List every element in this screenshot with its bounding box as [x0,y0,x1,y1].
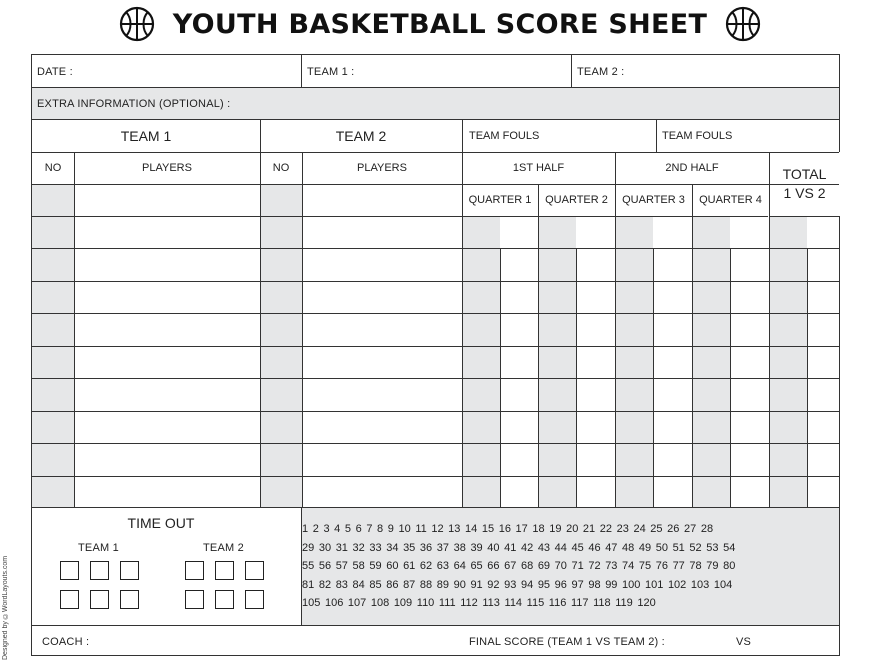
score-number[interactable]: 6 [355,523,362,535]
team1-heading: TEAM 1 [120,128,172,144]
score-number[interactable]: 83 [335,578,348,591]
coach-field[interactable]: COACH : [42,636,90,648]
score-number[interactable]: 10 [398,523,411,535]
score-number[interactable]: 108 [370,597,390,609]
score-number[interactable]: 109 [393,597,413,609]
score-number[interactable]: 57 [335,560,348,572]
score-number[interactable]: 58 [352,560,365,572]
score-number[interactable]: 105 [302,597,321,609]
score-number[interactable]: 33 [369,541,382,554]
score-number[interactable]: 14 [465,523,478,535]
score-number[interactable]: 84 [352,578,365,591]
score-number[interactable]: 102 [667,578,687,591]
first-half-label: 1ST HALF [512,162,565,174]
score-number[interactable]: 61 [403,560,416,572]
final-score-vs: VS [736,636,752,648]
score-number[interactable]: 34 [386,541,399,554]
timeout-section [32,507,839,625]
players-grid [32,120,839,508]
score-number[interactable]: 30 [318,541,332,554]
score-number[interactable]: 37 [436,541,449,554]
score-number[interactable]: 47 [605,541,618,554]
footer-row [32,625,839,657]
score-sheet [31,54,840,656]
score-number[interactable]: 2 [312,523,319,535]
score-number[interactable]: 62 [419,560,433,572]
date-field[interactable]: DATE : [37,66,73,78]
second-half-label: 2ND HALF [665,162,719,174]
score-number[interactable]: 76 [655,560,668,572]
score-number[interactable]: 46 [588,541,601,554]
score-number[interactable]: 59 [369,560,382,572]
timeout-checkbox[interactable] [60,590,79,609]
timeout-checkbox[interactable] [120,561,139,580]
timeout-checkbox[interactable] [245,590,264,609]
score-number[interactable]: 45 [571,541,584,554]
score-number[interactable]: 21 [582,523,596,535]
score-number[interactable]: 38 [453,541,466,554]
score-number[interactable]: 3 [323,523,330,535]
score-number[interactable]: 28 [700,523,714,535]
score-number[interactable]: 73 [605,560,618,572]
score-number-line [302,520,822,539]
score-number[interactable]: 103 [690,578,710,591]
score-number[interactable]: 7 [366,523,373,535]
timeout-heading: TIME OUT [127,515,195,531]
score-number[interactable]: 75 [638,560,652,572]
score-number[interactable]: 12 [431,523,444,535]
basketball-icon [725,6,761,42]
score-number[interactable]: 115 [526,597,545,609]
score-number[interactable]: 23 [616,523,629,535]
quarter3-label: QUARTER 3 [615,184,692,216]
credit-text: Designed by ©WordLayouts.com [2,555,9,660]
score-number[interactable]: 11 [415,523,427,535]
score-number[interactable]: 41 [504,541,517,554]
timeout-checkbox[interactable] [185,590,204,609]
score-number[interactable]: 114 [504,597,523,609]
score-number[interactable]: 18 [532,523,545,535]
score-number[interactable]: 81 [302,578,315,591]
quarter2-label: QUARTER 2 [538,184,615,216]
score-number[interactable]: 117 [570,597,589,609]
score-number[interactable]: 32 [352,541,365,554]
score-number[interactable]: 22 [599,523,613,535]
score-number[interactable]: 96 [554,578,567,591]
running-score-numbers [302,520,822,613]
score-number[interactable]: 1 [302,523,309,535]
header-row [32,55,839,88]
score-number[interactable]: 44 [554,541,567,554]
score-number[interactable]: 35 [403,541,416,554]
team2-field[interactable]: TEAM 2 : [577,66,625,78]
score-number[interactable]: 85 [369,578,382,591]
timeout-checkbox[interactable] [60,561,79,580]
score-number[interactable]: 107 [347,597,367,609]
timeout-checkbox[interactable] [90,590,109,609]
score-number[interactable]: 106 [324,597,344,609]
score-number[interactable]: 72 [588,560,601,572]
timeout-team1-label: TEAM 1 [78,542,119,554]
score-number[interactable]: 55 [302,560,315,572]
score-number[interactable]: 29 [302,541,315,554]
score-number[interactable]: 51 [672,541,685,554]
score-number[interactable]: 56 [318,560,332,572]
score-number[interactable]: 112 [460,597,478,609]
score-number[interactable]: 79 [706,560,719,572]
score-number[interactable]: 31 [335,541,348,554]
score-number-line [302,557,822,576]
score-number[interactable]: 42 [520,541,534,554]
score-number[interactable]: 69 [537,560,551,572]
score-number[interactable]: 68 [520,560,534,572]
score-number[interactable]: 98 [588,578,601,591]
score-number[interactable]: 91 [470,578,483,591]
score-number[interactable]: 116 [548,597,567,609]
score-number[interactable]: 95 [537,578,551,591]
score-number[interactable]: 111 [438,597,456,609]
score-number[interactable]: 64 [453,560,466,572]
players-label-1: PLAYERS [142,162,192,174]
score-number[interactable]: 113 [482,597,500,609]
score-number[interactable]: 8 [377,523,384,535]
team-fouls-label-2: TEAM FOULS [662,130,733,142]
team2-heading: TEAM 2 [335,128,387,144]
score-number[interactable]: 66 [487,560,500,572]
score-number[interactable]: 86 [386,578,399,591]
total-label-line1: TOTAL [782,166,827,182]
score-number[interactable]: 16 [498,523,511,535]
score-number[interactable]: 52 [689,541,702,554]
timeout-checkbox[interactable] [120,590,139,609]
team1-field[interactable]: TEAM 1 : [307,66,355,78]
score-number[interactable]: 15 [481,523,495,535]
score-number[interactable]: 17 [515,523,528,535]
score-number[interactable]: 78 [689,560,702,572]
score-number[interactable]: 97 [571,578,584,591]
timeout-checkbox[interactable] [90,561,109,580]
score-number[interactable]: 71 [571,560,584,572]
score-number[interactable]: 101 [644,578,664,591]
score-number[interactable]: 90 [453,578,466,591]
score-number[interactable]: 104 [713,578,733,591]
score-number[interactable]: 82 [318,578,332,591]
score-number[interactable]: 24 [633,523,646,535]
no-label-2: NO [272,162,290,174]
team-fouls-label-1: TEAM FOULS [469,130,540,142]
score-number[interactable]: 43 [537,541,551,554]
score-number[interactable]: 120 [637,597,656,609]
score-number[interactable]: 49 [638,541,652,554]
score-number[interactable]: 63 [436,560,449,572]
timeout-checkbox[interactable] [215,590,234,609]
score-number[interactable]: 93 [504,578,517,591]
score-number[interactable]: 36 [419,541,433,554]
score-number-line [302,576,822,595]
timeout-checkbox[interactable] [245,561,264,580]
score-number-line [302,539,822,558]
score-number[interactable]: 99 [605,578,618,591]
score-number[interactable]: 119 [615,597,633,609]
score-number[interactable]: 13 [448,523,461,535]
score-number[interactable]: 92 [487,578,500,591]
score-number[interactable]: 39 [470,541,483,554]
score-number[interactable]: 89 [436,578,449,591]
score-number[interactable]: 40 [487,541,500,554]
score-number[interactable]: 53 [706,541,719,554]
score-number[interactable]: 74 [622,560,635,572]
score-number-line [302,594,822,613]
score-number[interactable]: 94 [520,578,534,591]
score-number[interactable]: 118 [593,597,611,609]
score-number[interactable]: 9 [387,523,394,535]
score-number[interactable]: 54 [723,541,736,554]
basketball-icon [119,6,155,42]
total-label-line2: 1 VS 2 [783,185,826,201]
score-number[interactable]: 48 [622,541,635,554]
score-number[interactable]: 65 [470,560,483,572]
score-number[interactable]: 4 [334,523,341,535]
score-number[interactable]: 100 [622,578,641,591]
timeout-checkbox[interactable] [185,561,204,580]
no-label-1: NO [44,162,62,174]
timeout-team2-label: TEAM 2 [203,542,244,554]
score-number[interactable]: 60 [386,560,399,572]
score-number[interactable]: 70 [554,560,567,572]
title-bar [0,4,880,44]
score-number[interactable]: 27 [683,523,697,535]
final-score-field[interactable]: FINAL SCORE (TEAM 1 VS TEAM 2) : [469,636,665,648]
players-label-2: PLAYERS [357,162,407,174]
score-number[interactable]: 80 [723,560,736,572]
extra-info-row[interactable] [32,88,839,120]
quarter4-label: QUARTER 4 [692,184,769,216]
score-number[interactable]: 19 [549,523,562,535]
timeout-checkbox[interactable] [215,561,234,580]
score-number[interactable]: 67 [504,560,517,572]
score-number[interactable]: 25 [650,523,663,535]
score-number[interactable]: 110 [416,597,435,609]
score-number[interactable]: 50 [655,541,668,554]
score-number[interactable]: 5 [344,523,351,535]
score-number[interactable]: 20 [566,523,579,535]
quarter1-label: QUARTER 1 [462,184,538,216]
extra-info-label: EXTRA INFORMATION (OPTIONAL) : [37,98,231,110]
score-number[interactable]: 88 [419,578,433,591]
score-number[interactable]: 87 [403,578,416,591]
score-number[interactable]: 77 [672,560,685,572]
page-title: YOUTH BASKETBALL SCORE SHEET [172,8,708,40]
score-number[interactable]: 26 [667,523,680,535]
